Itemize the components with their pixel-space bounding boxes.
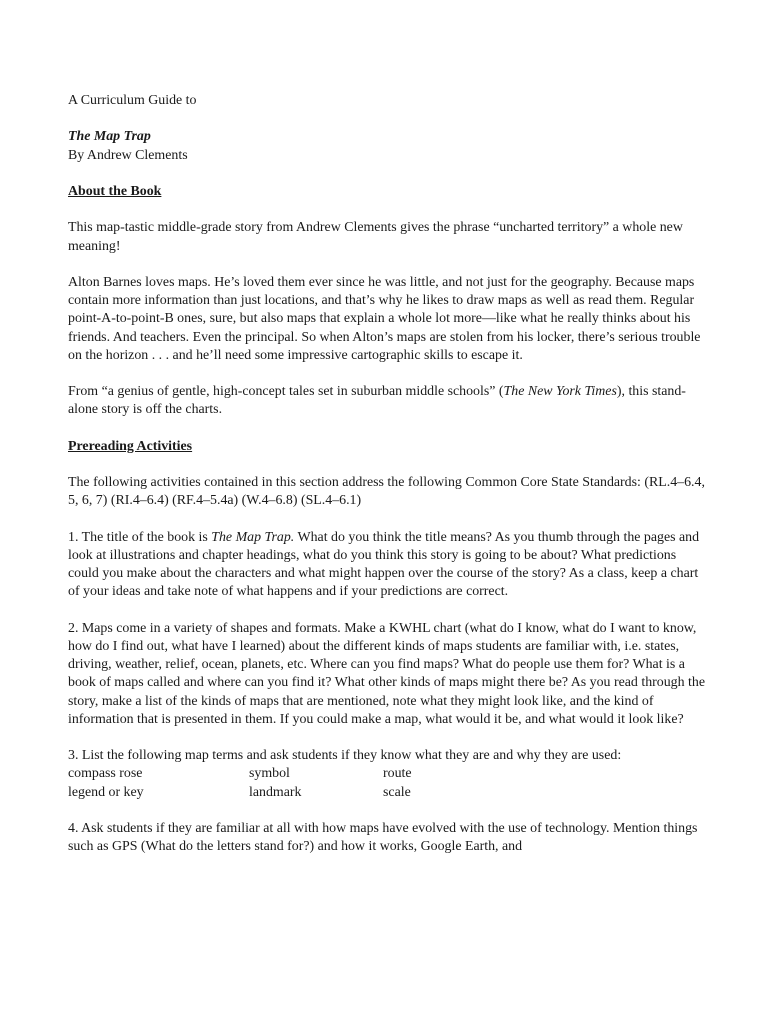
term-route: route: [383, 766, 412, 782]
byline: By Andrew Clements: [68, 147, 188, 163]
about-paragraph-2: Alton Barnes loves maps. He’s loved them ever since he was little, and not just for the geography. Because maps contain more information than just locations, and that’s why he likes to draw maps as well as read them. Regular point-A-to-point-B ones, sure, but also maps that explain a whole lot more—like what he really thinks about his friends. And teachers. Even the principal. So when Alton’s maps are stolen from his locker, there’s serious trouble on the horizon . . . and he’ll need some impressive cartographic skills to escape it.: [68, 274, 701, 363]
about-paragraph-1: This map-tastic middle-grade story from Andrew Clements gives the phrase “uncharted territory” a whole new meaning!: [68, 220, 683, 254]
about-p3-after: ), this stand-alone story is off the charts.: [68, 384, 686, 418]
map-terms-list: [68, 765, 708, 801]
term-landmark: landmark: [249, 784, 302, 800]
term-symbol: symbol: [249, 766, 290, 782]
term-scale: scale: [383, 784, 411, 800]
about-heading: About the Book: [68, 183, 162, 199]
about-p3-source: The New York Times: [503, 384, 617, 400]
prereading-intro: The following activities contained in this section address the following Common Core State Standards: (RL.4–6.4, 5, 6, 7) (RI.4–6.4) (RF.4–5.4a) (W.4–6.8) (SL.4–6.1): [68, 475, 705, 509]
activity-4: 4. Ask students if they are familiar at all with how maps have evolved with the use of technology. Mention things such as GPS (What do the letters stand for?) and how it works, Google Earth, and: [68, 820, 698, 855]
about-paragraph-3: [68, 383, 708, 419]
guide-line: A Curriculum Guide to: [68, 93, 197, 108]
activity-2: 2. Maps come in a variety of shapes and formats. Make a KWHL chart (what do I know, what do I want to know, how do I find out, what have I learned) about the different kinds of maps students are familiar with, i.e. states, driving, weather, relief, ocean, planets, etc. Where can you find maps? What do people use them for? What is a book of maps called and where can you find it? What other kinds of maps might there be? As you read through the story, make a list of the kinds of maps that are mentioned, note what they might look like, and the kind of information that is presented in them. If you could make a map, what would it be, and what would it look like?: [68, 620, 705, 727]
book-title: The Map Trap: [68, 129, 151, 145]
activity-1: [68, 529, 708, 602]
activity-3: 3. List the following map terms and ask students if they know what they are and why they are used:: [68, 748, 622, 764]
term-compass-rose: compass rose: [68, 766, 143, 782]
term-legend-or-key: legend or key: [68, 784, 144, 800]
activity-1-before: 1. The title of the book is: [68, 529, 212, 545]
activity-1-after: What do you think the title means? As you thumb through the pages and look at illustrations and chapter headings, what do you think this story is going to be about? What predictions could you make about the characters and what might happen over the course of the story? As a class, keep a chart of your ideas and take note of what happens and if your predictions are correct.: [68, 529, 700, 600]
prereading-heading: Prereading Activities: [68, 438, 193, 454]
document-page: [68, 92, 708, 856]
about-p3-before: From “a genius of gentle, high-concept tales set in suburban middle schools” (: [68, 384, 504, 400]
activity-1-title: The Map Trap.: [211, 529, 295, 545]
